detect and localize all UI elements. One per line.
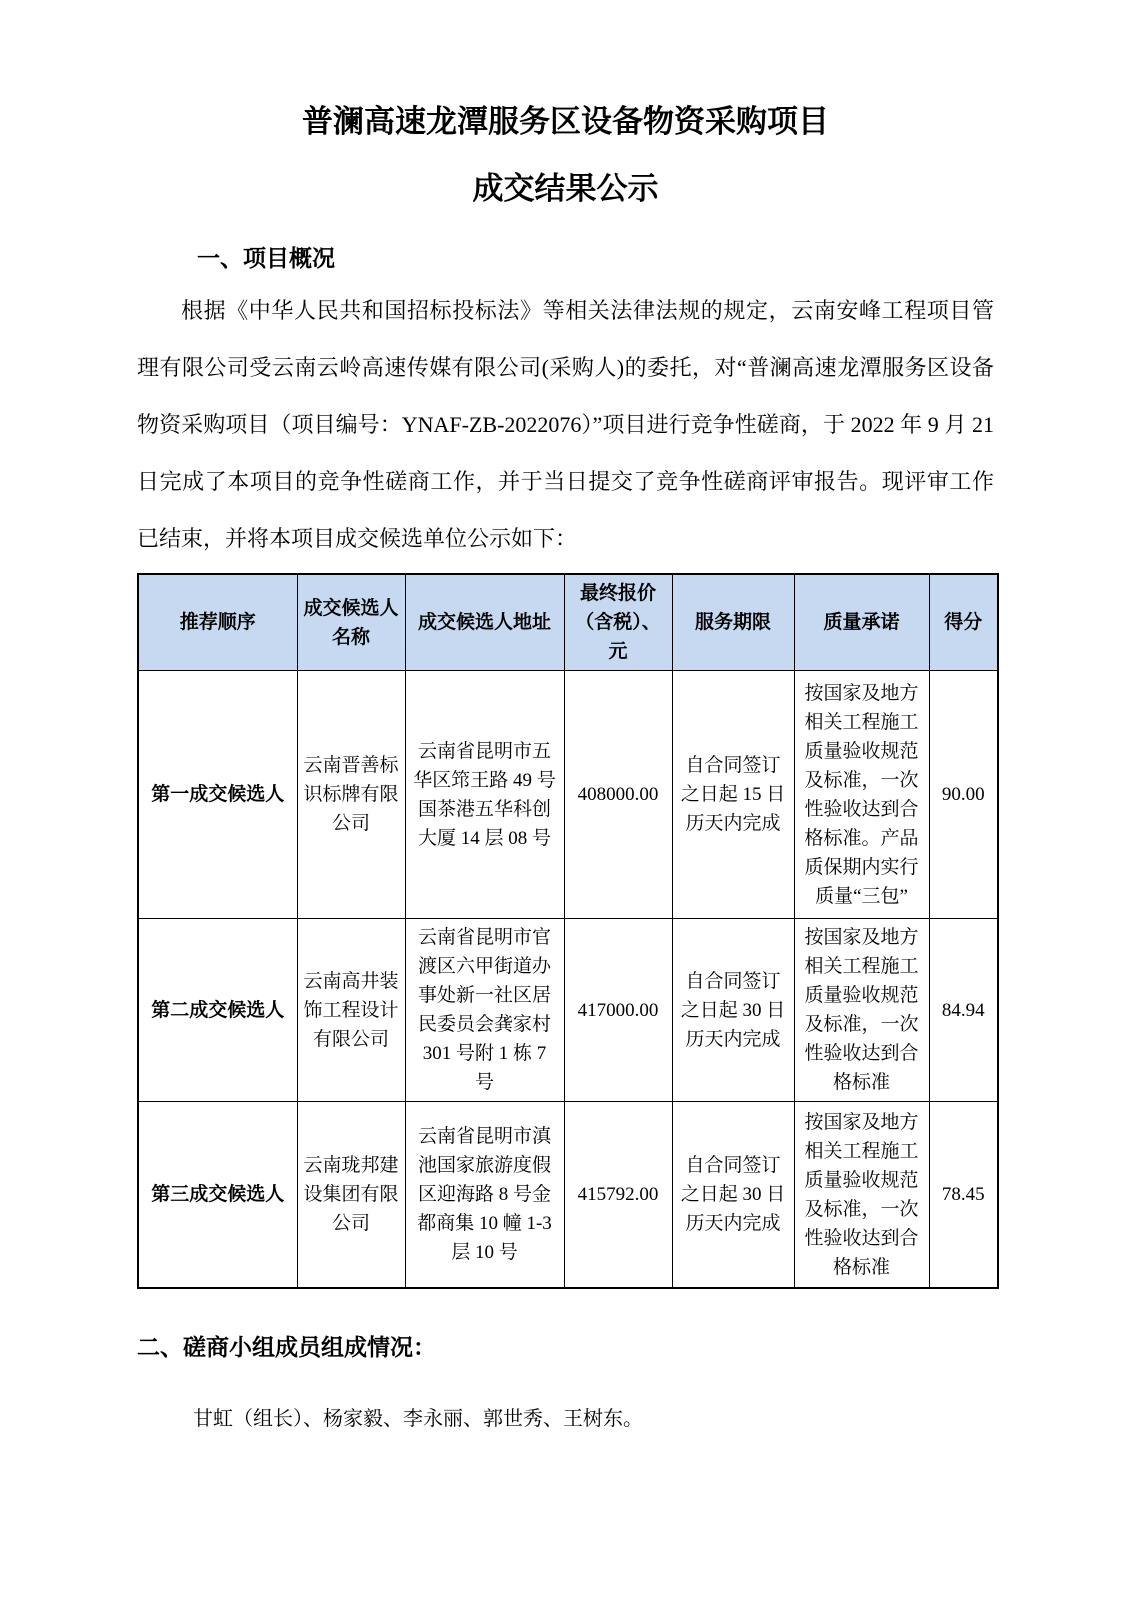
cell-score: 84.94 xyxy=(929,919,998,1102)
cell-price: 417000.00 xyxy=(564,919,672,1102)
cell-rank: 第二成交候选人 xyxy=(138,919,297,1102)
cell-address: 云南省昆明市滇池国家旅游度假区迎海路 8 号金都商集 10 幢 1-3 层 10 号 xyxy=(405,1102,564,1288)
section-2-heading: 二、磋商小组成员组成情况： xyxy=(137,1334,436,1360)
cell-rank: 第一成交候选人 xyxy=(138,671,297,919)
cell-score: 90.00 xyxy=(929,671,998,919)
cell-address: 云南省昆明市五华区筇王路 49 号国茶港五华科创大厦 14 层 08 号 xyxy=(405,671,564,919)
award-result-table xyxy=(137,573,999,1289)
document-title-line1: 普澜高速龙潭服务区设备物资采购项目 xyxy=(302,104,829,139)
cell-quality: 按国家及地方相关工程施工质量验收规范及标准，一次性验收达到合格标准 xyxy=(794,919,929,1102)
cell-period: 自合同签订之日起 30 日历天内完成 xyxy=(672,1102,794,1288)
column-header-period: 服务期限 xyxy=(672,574,794,671)
table-row xyxy=(138,919,998,1102)
column-header-quality: 质量承诺 xyxy=(794,574,929,671)
cell-quality: 按国家及地方相关工程施工质量验收规范及标准，一次性验收达到合格标准。产品质保期内实行质量“三包” xyxy=(794,671,929,919)
cell-price: 408000.00 xyxy=(564,671,672,919)
cell-score: 78.45 xyxy=(929,1102,998,1288)
section-1-heading: 一、项目概况 xyxy=(197,246,335,272)
cell-quality: 按国家及地方相关工程施工质量验收规范及标准，一次性验收达到合格标准 xyxy=(794,1102,929,1288)
section-1-paragraph: 根据《中华人民共和国招标投标法》等相关法律法规的规定，云南安峰工程项目管理有限公司受云南云岭高速传媒有限公司(采购人)的委托，对“普澜高速龙潭服务区设备物资采购项目（项目编号：YNAF-ZB-2022076）”项目进行竞争性磋商，于 2022 年 9 月 21 日完成了本项目的竞争性磋商工作，并于当日提交了竞争性磋商评审报告。现评审工作已结束，并将本项目成交候选单位公示如下： xyxy=(137,298,994,552)
column-header-address: 成交候选人地址 xyxy=(405,574,564,671)
table-row xyxy=(138,1102,998,1288)
column-header-price: 最终报价（含税）、元 xyxy=(564,574,672,671)
cell-period: 自合同签订之日起 15 日历天内完成 xyxy=(672,671,794,919)
table-header-row xyxy=(138,574,998,671)
cell-rank: 第三成交候选人 xyxy=(138,1102,297,1288)
cell-price: 415792.00 xyxy=(564,1102,672,1288)
column-header-rank: 推荐顺序 xyxy=(138,574,297,671)
cell-name: 云南晋善标识标牌有限公司 xyxy=(297,671,405,919)
table-row xyxy=(138,671,998,919)
cell-address: 云南省昆明市官渡区六甲街道办事处新一社区居民委员会龚家村 301 号附 1 栋 7 号 xyxy=(405,919,564,1102)
cell-period: 自合同签订之日起 30 日历天内完成 xyxy=(672,919,794,1102)
cell-name: 云南高井装饰工程设计有限公司 xyxy=(297,919,405,1102)
column-header-score: 得分 xyxy=(929,574,998,671)
document-title-line2: 成交结果公示 xyxy=(472,170,659,206)
cell-name: 云南珑邦建设集团有限公司 xyxy=(297,1102,405,1288)
panel-members-list: 甘虹（组长）、杨家毅、李永丽、郭世秀、王树东。 xyxy=(193,1407,643,1430)
column-header-name: 成交候选人名称 xyxy=(297,574,405,671)
